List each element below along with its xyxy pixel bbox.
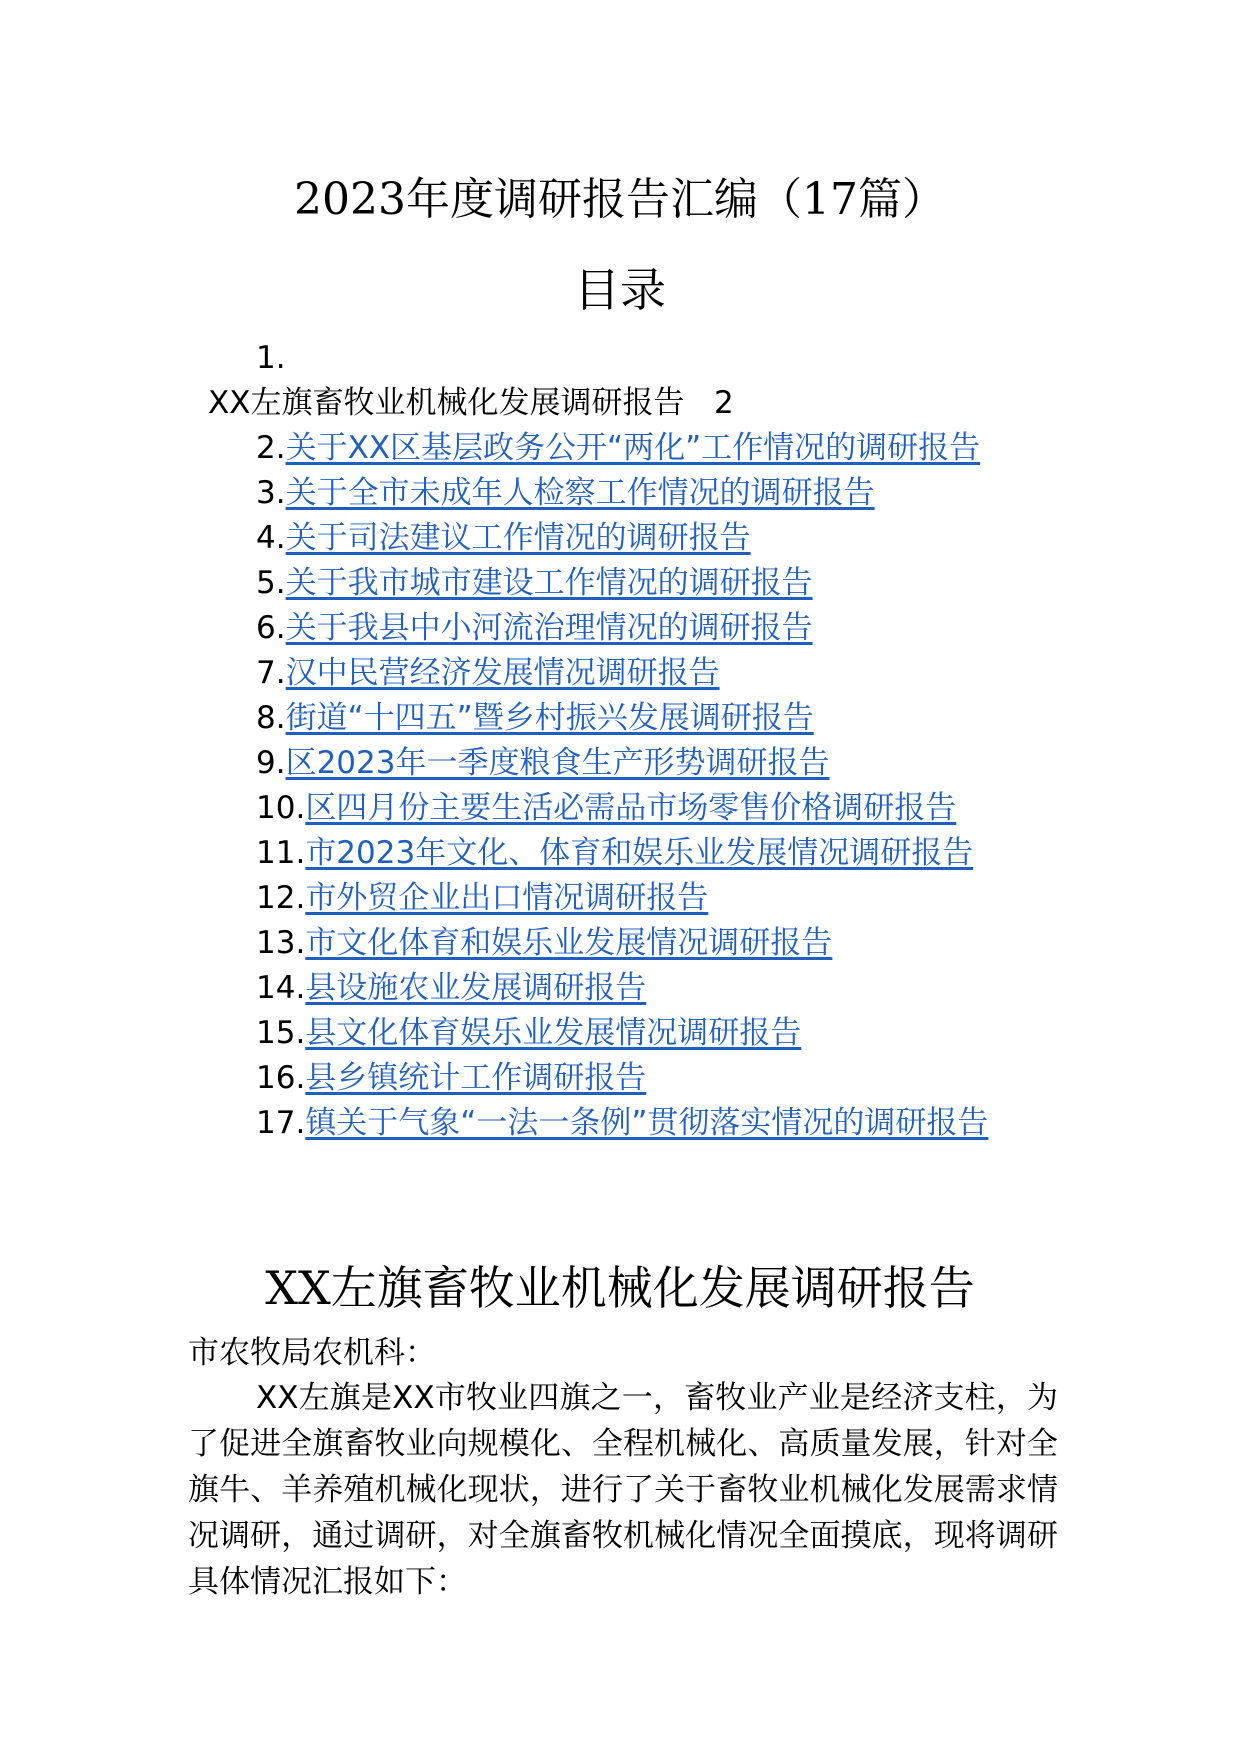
toc-item-link[interactable]: 市2023年文化、体育和娱乐业发展情况调研报告 bbox=[305, 835, 974, 871]
toc-item-number: 10. bbox=[256, 790, 306, 826]
toc-heading: 目录 bbox=[574, 263, 666, 317]
toc-item-link[interactable]: 关于XX区基层政务公开“两化”工作情况的调研报告 bbox=[285, 430, 981, 466]
toc-item-text: XX左旗畜牧业机械化发展调研报告 bbox=[208, 385, 685, 421]
toc-item-9 bbox=[188, 741, 1058, 786]
toc-item-link[interactable]: 汉中民营经济发展情况调研报告 bbox=[285, 655, 720, 691]
toc-item-link[interactable]: 市文化体育和娱乐业发展情况调研报告 bbox=[305, 925, 833, 961]
toc-item-number: 1. bbox=[256, 340, 286, 376]
toc-item-number: 14. bbox=[256, 970, 306, 1006]
toc-item-link[interactable]: 关于全市未成年人检察工作情况的调研报告 bbox=[285, 475, 875, 511]
toc-item-11 bbox=[188, 831, 1058, 876]
toc-item-number: 16. bbox=[256, 1060, 306, 1096]
toc-item-number: 6. bbox=[256, 610, 286, 646]
salutation: 市农牧局农机科： bbox=[188, 1335, 436, 1371]
toc-item-entry bbox=[188, 381, 1058, 426]
toc-item-link[interactable]: 县乡镇统计工作调研报告 bbox=[305, 1060, 647, 1096]
toc-item-link[interactable]: 县设施农业发展调研报告 bbox=[305, 970, 647, 1006]
toc-item-7 bbox=[188, 651, 1058, 696]
toc-item-13 bbox=[188, 921, 1058, 966]
toc-item-17 bbox=[188, 1101, 1058, 1146]
toc-item-6 bbox=[188, 606, 1058, 651]
toc-item-number: 11. bbox=[256, 835, 306, 871]
toc-item-link[interactable]: 县文化体育娱乐业发展情况调研报告 bbox=[305, 1015, 802, 1051]
toc-item-10 bbox=[188, 786, 1058, 831]
toc-item-link[interactable]: 镇关于气象“一法一条例”贯彻落实情况的调研报告 bbox=[305, 1105, 989, 1141]
toc-item-link[interactable]: 市外贸企业出口情况调研报告 bbox=[305, 880, 709, 916]
toc-item-8 bbox=[188, 696, 1058, 741]
toc-item-15 bbox=[188, 1011, 1058, 1056]
toc-item-number: 8. bbox=[256, 700, 286, 736]
toc-item-4 bbox=[188, 516, 1058, 561]
table-of-contents bbox=[188, 336, 1058, 1146]
toc-item-link[interactable]: 关于我县中小河流治理情况的调研报告 bbox=[285, 610, 813, 646]
document-title: 2023年度调研报告汇编（17篇） bbox=[294, 174, 946, 225]
toc-item-number: 17. bbox=[256, 1105, 306, 1141]
toc-item-number: 15. bbox=[256, 1015, 306, 1051]
toc-item-3 bbox=[188, 471, 1058, 516]
toc-item-1 bbox=[188, 336, 1058, 426]
toc-item-link[interactable]: 区2023年一季度粮食生产形势调研报告 bbox=[285, 745, 830, 781]
section-title: XX左旗畜牧业机械化发展调研报告 bbox=[265, 1261, 975, 1315]
toc-item-14 bbox=[188, 966, 1058, 1011]
toc-item-link[interactable]: 关于我市城市建设工作情况的调研报告 bbox=[285, 565, 813, 601]
toc-item-number: 7. bbox=[256, 655, 286, 691]
toc-list bbox=[188, 426, 1058, 1146]
toc-item-number: 12. bbox=[256, 880, 306, 916]
toc-item-link[interactable]: 关于司法建议工作情况的调研报告 bbox=[285, 520, 751, 556]
toc-item-page: 2 bbox=[714, 385, 734, 421]
toc-item-12 bbox=[188, 876, 1058, 921]
toc-item-5 bbox=[188, 561, 1058, 606]
toc-item-link[interactable]: 街道“十四五”暨乡村振兴发展调研报告 bbox=[285, 700, 814, 736]
toc-item-2 bbox=[188, 426, 1058, 471]
toc-item-number: 4. bbox=[256, 520, 286, 556]
toc-item-link[interactable]: 区四月份主要生活必需品市场零售价格调研报告 bbox=[305, 790, 957, 826]
toc-item-number: 2. bbox=[256, 430, 286, 466]
toc-item-number: 13. bbox=[256, 925, 306, 961]
toc-item-number: 5. bbox=[256, 565, 286, 601]
toc-item-number: 9. bbox=[256, 745, 286, 781]
toc-item-number: 3. bbox=[256, 475, 286, 511]
body-paragraph: XX左旗是XX市牧业四旗之一，畜牧业产业是经济支柱，为了促进全旗畜牧业向规模化、全程机械化、高质量发展，针对全旗牛、羊养殖机械化现状，进行了关于畜牧业机械化发展需求情况调研，通过调研，对全旗畜牧机械化情况全面摸底，现将调研具体情况汇报如下： bbox=[188, 1380, 1058, 1600]
toc-item-16 bbox=[188, 1056, 1058, 1101]
